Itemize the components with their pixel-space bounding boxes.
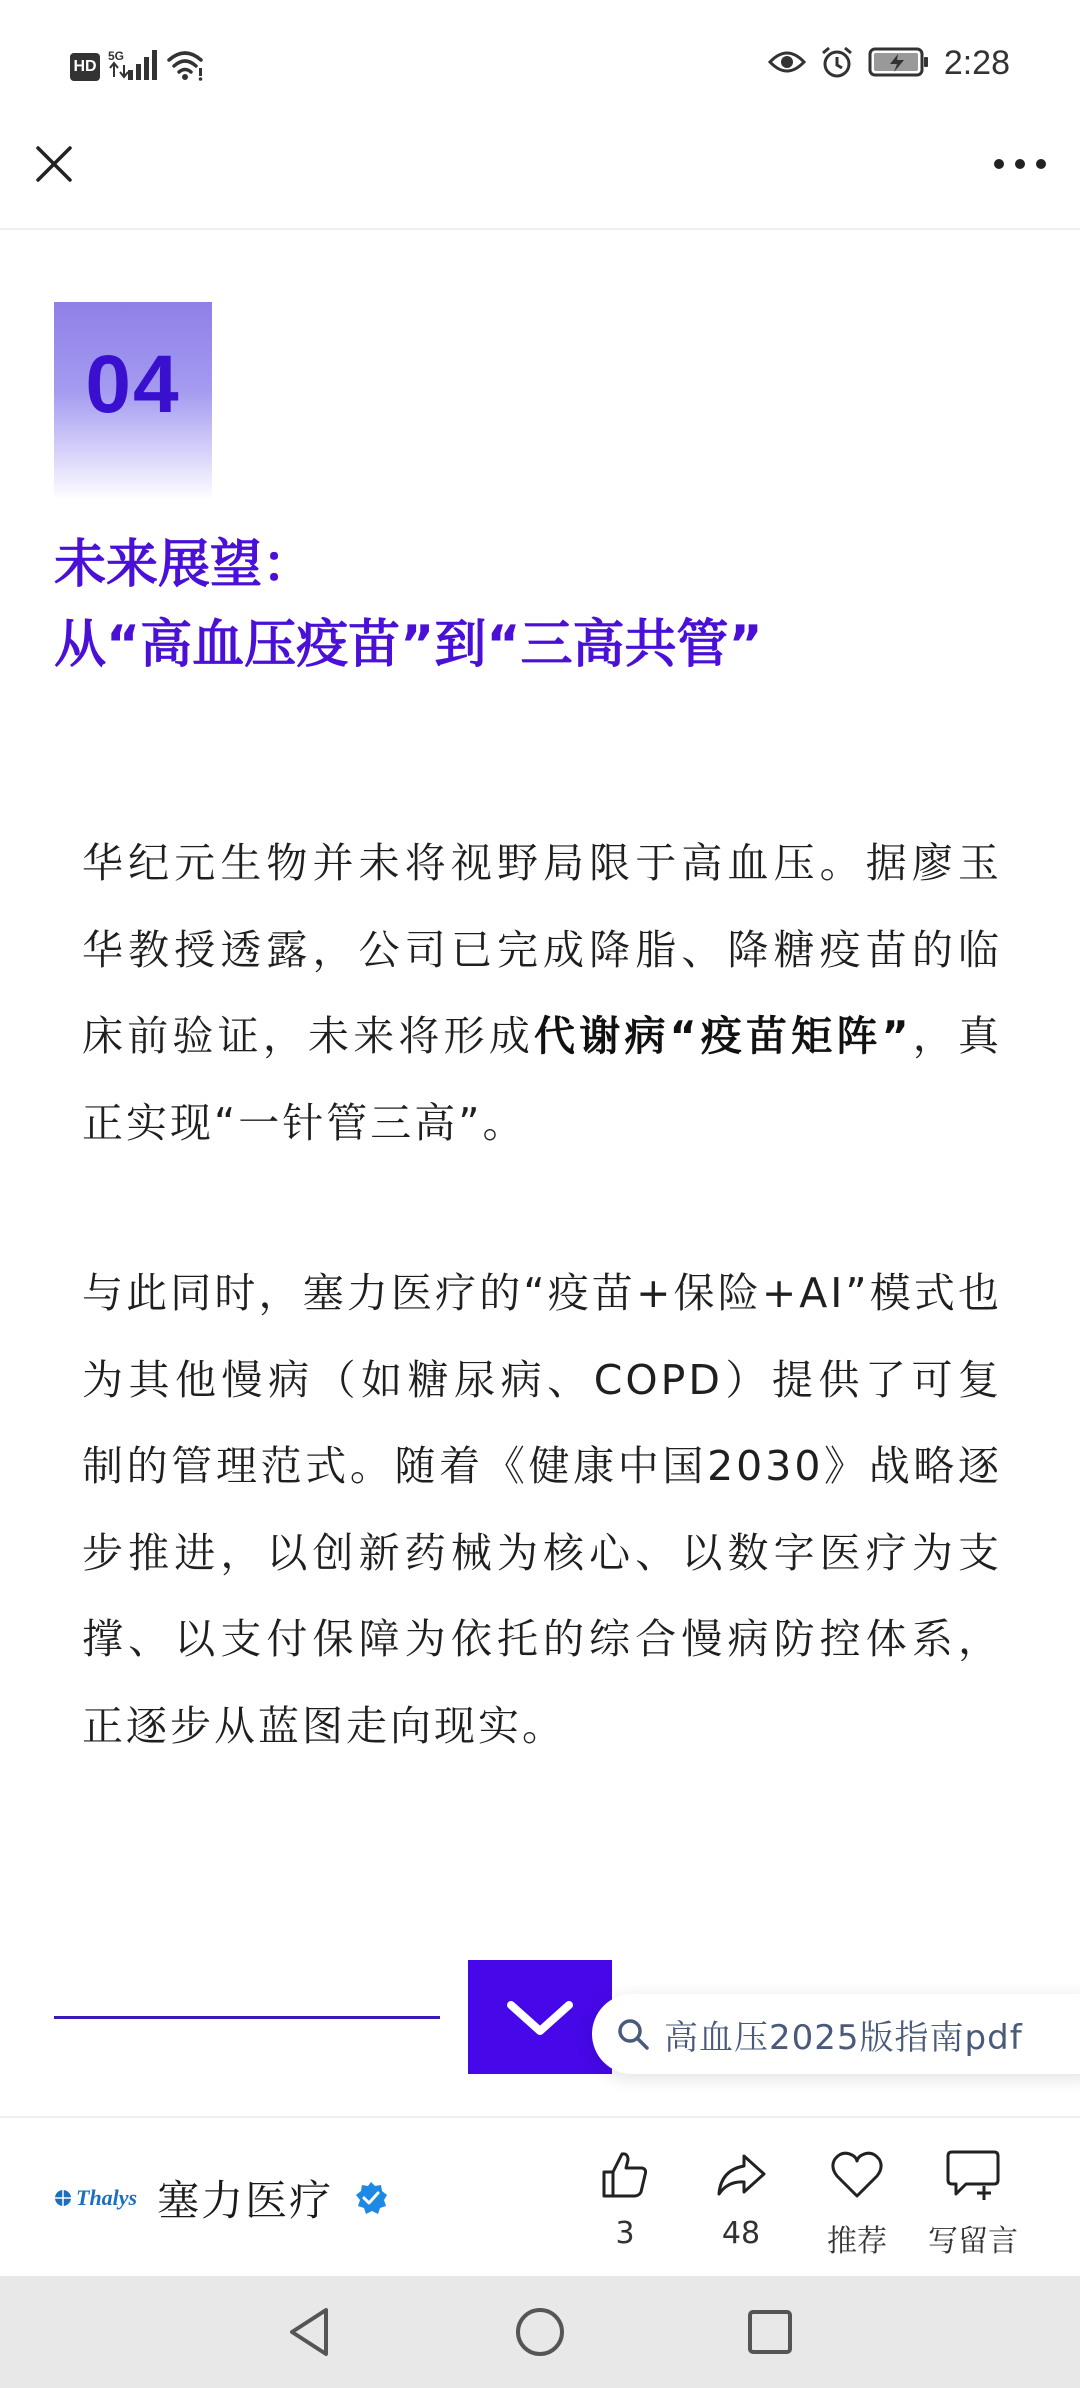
article-paragraph-1 (82, 820, 1002, 1166)
paragraph1-text-before: 华纪元生物并未将视野局限于高血压。据廖玉华教授透露，公司已完成降脂、降糖疫苗的临床前验证，未来将形成 (82, 839, 1002, 1060)
system-home-button[interactable] (512, 2304, 568, 2360)
section-title-line1: 未来展望： (54, 535, 315, 595)
more-options-button[interactable] (988, 138, 1052, 190)
share-icon (714, 2148, 768, 2202)
paragraph1-text-after: ，真正实现“一针管三高”。 (82, 1012, 1002, 1147)
home-circle-icon (514, 2306, 566, 2358)
status-left (70, 48, 206, 86)
thumbs-up-icon (598, 2148, 652, 2202)
clock: 2:28 (943, 44, 1010, 82)
alarm-icon (820, 45, 854, 83)
signal-icon (108, 48, 158, 86)
more-icon (993, 158, 1047, 170)
decorative-divider (54, 2016, 440, 2019)
recommend-label: 推荐 (827, 2224, 887, 2259)
wifi-icon (166, 48, 206, 86)
expand-button[interactable] (468, 1960, 612, 2074)
top-nav (0, 130, 1080, 230)
system-nav-bar (0, 2276, 1080, 2388)
status-bar (0, 0, 1080, 130)
back-triangle-icon (286, 2306, 334, 2358)
author-info[interactable] (54, 2168, 389, 2228)
verified-badge-icon (353, 2180, 389, 2216)
author-name: 塞力医疗 (157, 2176, 334, 2225)
author-logo (54, 2185, 137, 2211)
close-button[interactable] (28, 138, 80, 190)
comment-add-icon (944, 2148, 1002, 2202)
close-icon (34, 144, 74, 184)
system-back-button[interactable] (282, 2304, 338, 2360)
section-number-badge: 04 (54, 302, 212, 500)
share-button[interactable] (686, 2148, 796, 2251)
section-title (54, 525, 1034, 685)
search-suggestion-chip[interactable] (592, 1994, 1080, 2074)
comment-label: 写留言 (928, 2224, 1018, 2259)
heart-icon (829, 2148, 885, 2202)
article-paragraph-2: 与此同时，塞力医疗的“疫苗+保险+AI”模式也为其他慢病（如糖尿病、COPD）提供了可复制的管理范式。随着《健康中国2030》战略逐步推进，以创新药械为核心、以数字医疗为支撑、以支付保障为依托的综合慢病防控体系，正逐步从蓝图走向现实。 (82, 1269, 1002, 1750)
eye-icon (768, 47, 806, 81)
comment-button[interactable] (918, 2148, 1028, 2260)
status-right (768, 44, 1010, 83)
share-count: 48 (721, 2216, 761, 2251)
search-suggestion-text: 高血压2025版指南pdf (664, 2017, 1023, 2058)
system-recents-button[interactable] (742, 2304, 798, 2360)
network-type-label: 5G (108, 49, 125, 63)
like-button[interactable] (570, 2148, 680, 2251)
section-title-line2: 从“高血压疫苗”到“三高共管” (54, 615, 763, 675)
chevron-down-icon (505, 1997, 575, 2037)
hd-indicator: HD (70, 53, 100, 81)
like-count: 3 (615, 2216, 635, 2251)
action-bar (0, 2116, 1080, 2278)
search-icon (616, 2017, 650, 2051)
author-logo-text: Thalys (76, 2185, 138, 2210)
paragraph1-bold-text: 代谢病“疫苗矩阵” (534, 1012, 912, 1060)
globe-icon (54, 2189, 72, 2207)
battery-icon (868, 46, 930, 82)
recents-square-icon (745, 2307, 795, 2357)
recommend-button[interactable] (802, 2148, 912, 2260)
